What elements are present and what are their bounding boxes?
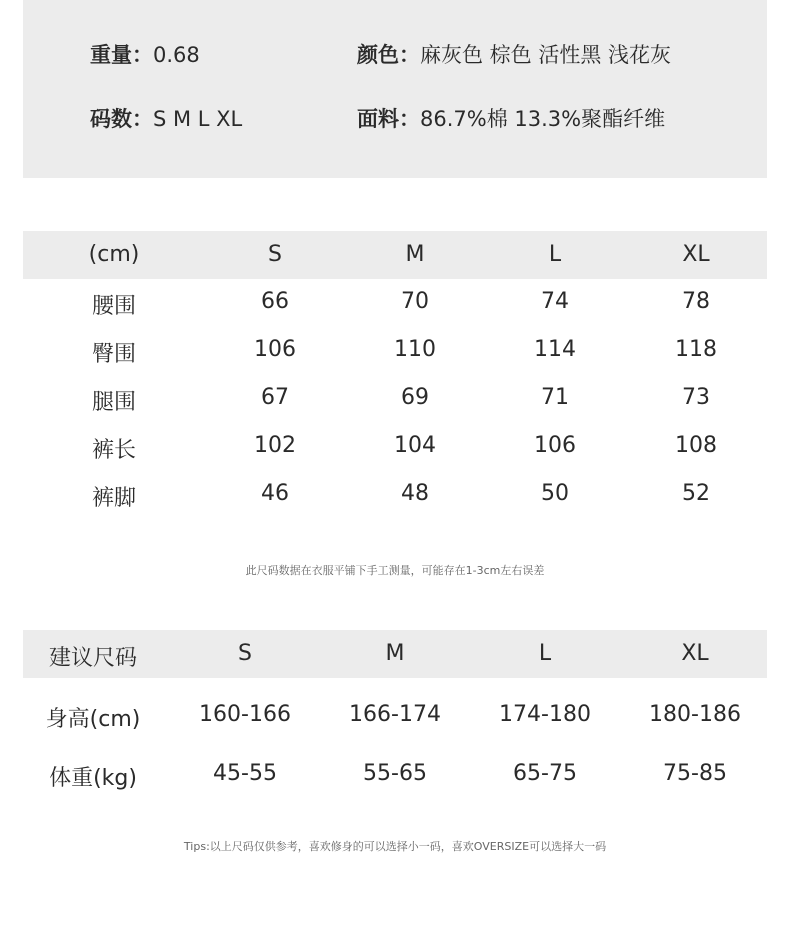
header-cell: L <box>548 242 562 267</box>
table-cell: 118 <box>675 337 717 362</box>
sizes-value: S M L XL <box>153 107 243 131</box>
table-row <box>23 327 767 375</box>
table-cell: 48 <box>401 481 429 506</box>
measurement-note: 此尺码数据在衣服平铺下手工测量，可能存在1-3cm左右误差 <box>245 564 545 577</box>
table-row <box>23 423 767 471</box>
table-cell: 55-65 <box>363 761 427 786</box>
row-label: 腿围 <box>91 390 137 415</box>
table-cell: 69 <box>401 385 429 410</box>
table-cell: 166-174 <box>349 702 441 727</box>
table-cell: 74 <box>541 289 569 314</box>
fabric-label: 面料： <box>357 107 420 131</box>
row-label: 裤脚 <box>91 486 137 511</box>
recommendation-table-header <box>23 630 767 678</box>
tips-note: Tips:以上尺码仅供参考，喜欢修身的可以选择小一码，喜欢OVERSIZE可以选择大一码 <box>183 840 607 853</box>
header-cell: M <box>385 641 405 666</box>
header-cell: L <box>538 641 552 666</box>
table-row <box>23 751 767 810</box>
row-label: 腰围 <box>91 294 137 319</box>
table-cell: 108 <box>675 433 717 458</box>
table-cell: 71 <box>541 385 569 410</box>
color-label: 颜色： <box>357 43 420 67</box>
table-row <box>23 692 767 751</box>
weight-value: 0.68 <box>153 43 200 67</box>
table-cell: 52 <box>682 481 710 506</box>
table-row <box>23 375 767 423</box>
table-cell: 106 <box>534 433 576 458</box>
measurement-table-header <box>23 231 767 279</box>
row-label: 裤长 <box>91 438 137 463</box>
sizes-info <box>90 104 242 134</box>
fabric-info <box>357 104 665 134</box>
table-cell: 70 <box>401 289 429 314</box>
table-cell: 78 <box>682 289 710 314</box>
weight-label: 重量： <box>90 43 153 67</box>
header-cell: S <box>238 641 252 666</box>
fabric-value: 86.7%棉 13.3%聚酯纤维 <box>420 107 666 131</box>
table-cell: 110 <box>394 337 436 362</box>
table-cell: 106 <box>254 337 296 362</box>
table-cell: 67 <box>261 385 289 410</box>
table-cell: 46 <box>261 481 289 506</box>
sizes-label: 码数： <box>90 107 153 131</box>
measurement-table-body <box>23 279 767 519</box>
product-info-panel <box>23 0 767 178</box>
row-label: 身高(cm) <box>45 707 141 732</box>
table-cell: 45-55 <box>213 761 277 786</box>
table-cell: 174-180 <box>499 702 591 727</box>
recommendation-table-body <box>23 678 767 810</box>
color-value: 麻灰色 棕色 活性黑 浅花灰 <box>420 43 672 67</box>
table-row <box>23 471 767 519</box>
table-row <box>23 279 767 327</box>
row-label: 体重(kg) <box>49 766 137 791</box>
table-cell: 102 <box>254 433 296 458</box>
color-info <box>357 40 717 72</box>
table-cell: 180-186 <box>649 702 741 727</box>
size-recommendation-table <box>23 630 767 810</box>
table-cell: 75-85 <box>663 761 727 786</box>
header-cell: 建议尺码 <box>48 646 138 671</box>
weight-info <box>90 40 200 70</box>
header-cell: XL <box>682 242 710 267</box>
table-cell: 160-166 <box>199 702 291 727</box>
header-cell: (cm) <box>88 242 140 267</box>
header-cell: M <box>405 242 425 267</box>
measurement-table <box>23 231 767 519</box>
table-cell: 114 <box>534 337 576 362</box>
table-cell: 50 <box>541 481 569 506</box>
table-cell: 65-75 <box>513 761 577 786</box>
header-cell: XL <box>681 641 709 666</box>
table-cell: 66 <box>261 289 289 314</box>
row-label: 臀围 <box>91 342 137 367</box>
header-cell: S <box>268 242 282 267</box>
table-cell: 73 <box>682 385 710 410</box>
table-cell: 104 <box>394 433 436 458</box>
